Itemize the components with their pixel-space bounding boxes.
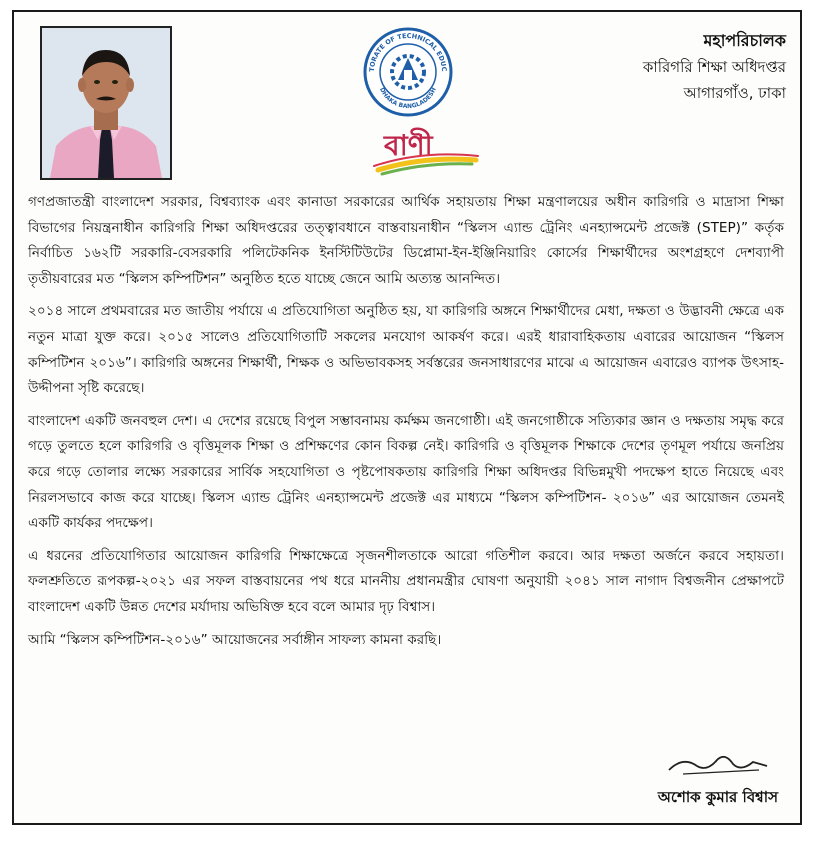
director-portrait — [40, 26, 172, 180]
signatory-name: অশোক কুমার বিশ্বাস — [657, 788, 778, 806]
brush-swoosh-icon — [364, 120, 484, 186]
body-paragraph: বাংলাদেশ একটি জনবহুল দেশ। এ দেশের রয়েছে বিপুল সম্ভাবনাময় কর্মক্ষম জনগোষ্ঠী। এই জনগোষ্ঠীকে সত্যিকার জ্ঞান ও দক্ষতায় সমৃদ্ধ করে গড়ে তুলতে হলে কারিগরি ও বৃত্তিমূলক শিক্ষা ও প্রশিক্ষণের কোন বিকল্প নেই। কারিগরি ও বৃত্তিমূলক শিক্ষাকে দেশের তৃণমূল পর্যায়ে জনপ্রিয় করে গড়ে তোলার লক্ষ্যে সরকারের সার্বিক সহযোগিতা ও পৃষ্টপোষকতায় কারিগরি শিক্ষা অধিদপ্তর বিভিন্নমুখী পদক্ষেপ হাতে নিয়েছে এবং নিরলসভাবে কাজ করে যাচ্ছে। স্কিলস এ্যান্ড ট্রেনিং এনহ্যান্সমেন্ট প্রজেক্ট এর মাধ্যমে “স্কিলস কম্পিটিশন- ২০১৬” এর আয়োজন তেমনই একটি কার্যকর পদক্ষেপ। — [28, 412, 784, 532]
designation-block — [643, 28, 786, 106]
message-body — [28, 190, 784, 660]
logo-arc-text-top: TORATE OF TECHNICAL EDUC — [367, 31, 449, 73]
office-location: আগারগাঁও, ঢাকা — [683, 84, 786, 102]
body-paragraph: এ ধরনের প্রতিযোগিতার আয়োজন কারিগরি শিক্ষাক্ষেত্রে সৃজনশীলতাকে আরো গতিশীল করবে। আর দক্ষতা অর্জনে করবে সহায়তা। ফলশ্রুতিতে রূপকল্প-২০২১ এর সফল বাস্তবায়নের পথ ধরে মাননীয় প্রধানমন্ত্রীর ঘোষণা অনুযায়ী ২০৪১ সাল নাগাদ বিশ্বজনীন প্রেক্ষাপটে বাংলাদেশ একটি উন্নত দেশের মর্যাদায় অভিষিক্ত হবে বলে আমার দৃঢ় বিশ্বাস। — [28, 547, 784, 615]
logo-arc-text-bottom: DHAKA BANGLADESH — [378, 86, 438, 111]
body-paragraph: ২০১৪ সালে প্রথমবারের মত জাতীয় পর্যায়ে এ প্রতিযোগিতা অনুষ্ঠিত হয়, যা কারিগরি অঙ্গনে শিক্ষার্থীদের মেধা, দক্ষতা ও উদ্ভাবনী ক্ষেত্রে এক নতুন মাত্রা যুক্ত করে। ২০১৫ সালেও প্রতিযোগিতাটি সকলের মনযোগ আকর্ষণ করে। এরই ধারাবাহিকতায় এবারের আয়োজন “স্কিলস কম্পিটিশন ২০১৬”। কারিগরি অঙ্গনের শিক্ষার্থী, শিক্ষক ও অভিভাবকসহ সর্বস্তরের জনসাধারণের মাঝে এ আয়োজন এবারেও ব্যাপক উৎসাহ-উদ্দীপনা সৃষ্টি করেছে। — [28, 303, 784, 397]
body-paragraph: গণপ্রজাতন্ত্রী বাংলাদেশ সরকার, বিশ্বব্যাংক এবং কানাডা সরকারের আর্থিক সহায়তায় শিক্ষা মন্ত্রণালয়ের অধীন কারিগরি ও মাদ্রাসা শিক্ষা বিভাগের নিয়ন্ত্রনাধীন কারিগরি শিক্ষা অধিদপ্তরের তত্ত্বাবধানে বাস্তবায়নাধীন “স্কিলস এ্যান্ড ট্রেনিং এনহ্যান্সমেন্ট প্রজেক্ট (STEP)” কর্তৃক নির্বাচিত ১৬২টি সরকারি-বেসরকারি পলিটেকনিক ইনস্টিটিউটের ডিপ্লোমা-ইন-ইঞ্জিনিয়ারিং কোর্সের শিক্ষার্থীদের অংশগ্রহণে দেশব্যাপী তৃতীয়বারের মত “স্কিলস কম্পিটিশন” অনুষ্ঠিত হতে যাচ্ছে জেনে আমি অত্যন্ত আনন্দিত। — [28, 194, 784, 287]
handwritten-signature-icon — [663, 748, 773, 782]
designation-title: মহাপরিচালক — [703, 31, 786, 50]
message-heading: বাণী — [384, 129, 433, 162]
signature-block — [658, 748, 778, 811]
closing-line: আমি “স্কিলস কম্পিটিশন-২০১৬” আয়োজনের সর্বাঙ্গীন সাফল্য কামনা করছি। — [28, 631, 442, 648]
department-logo — [362, 26, 454, 118]
message-page — [12, 10, 802, 825]
directorate-of-technical-education-seal-icon — [362, 26, 454, 118]
department-name: কারিগরি শিক্ষা অধিদপ্তর — [642, 58, 786, 76]
message-heading-block — [364, 120, 484, 186]
